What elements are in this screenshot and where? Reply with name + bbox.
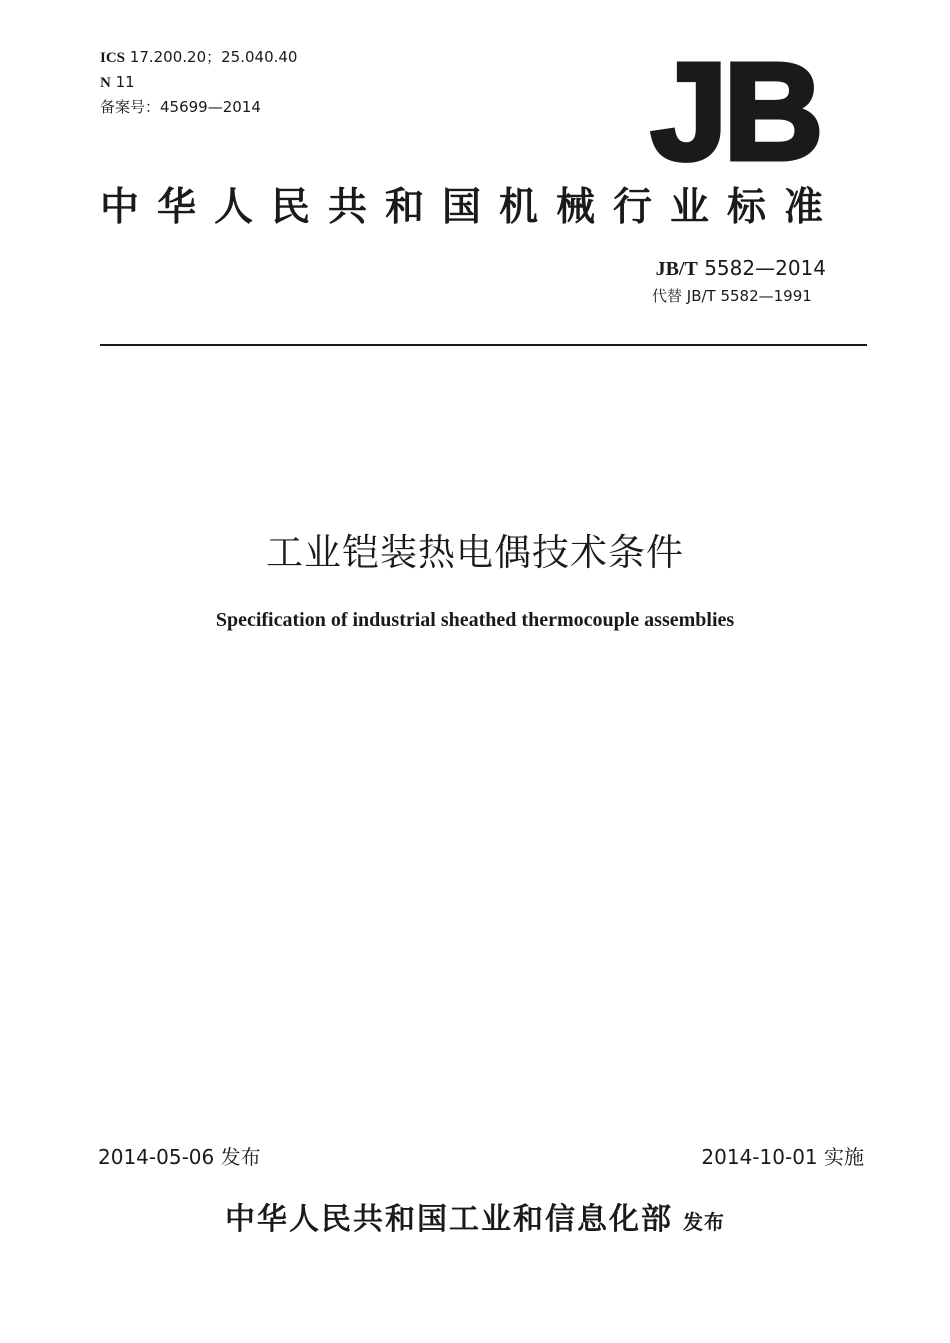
document-title-english: Specification of industrial sheathed thermocouple assemblies [215, 609, 735, 631]
jb-logo-text: JB [650, 55, 820, 163]
ccs-code [100, 73, 135, 92]
publish-date: 2014-05-06 发布 [98, 1145, 261, 1169]
publisher-suffix: 发布 [683, 1210, 725, 1234]
effective-date: 2014-10-01 实施 [701, 1145, 864, 1169]
header-divider [100, 344, 867, 346]
document-title-chinese: 工业铠装热电偶技术条件 [266, 531, 684, 574]
ccs-number: 11 [110, 73, 135, 91]
ics-label: ICS [100, 50, 126, 66]
replaces-standard: 代替 JB/T 5582—1991 [652, 287, 812, 305]
filing-number: 备案号：45699—2014 [100, 98, 261, 116]
ccs-label: N [100, 75, 111, 91]
standard-number [656, 256, 826, 281]
industry-standard-title: 中华人民共和国机械行业标准 [100, 185, 842, 230]
jb-logo [648, 55, 823, 163]
publisher-name: 中华人民共和国工业和信息化部 [225, 1202, 673, 1237]
standard-prefix: JB/T [655, 258, 698, 280]
ics-code [100, 48, 297, 67]
standard-code: 5582—2014 [697, 256, 826, 280]
ics-codes: 17.200.20；25.040.40 [125, 48, 298, 66]
publisher [0, 1200, 950, 1242]
